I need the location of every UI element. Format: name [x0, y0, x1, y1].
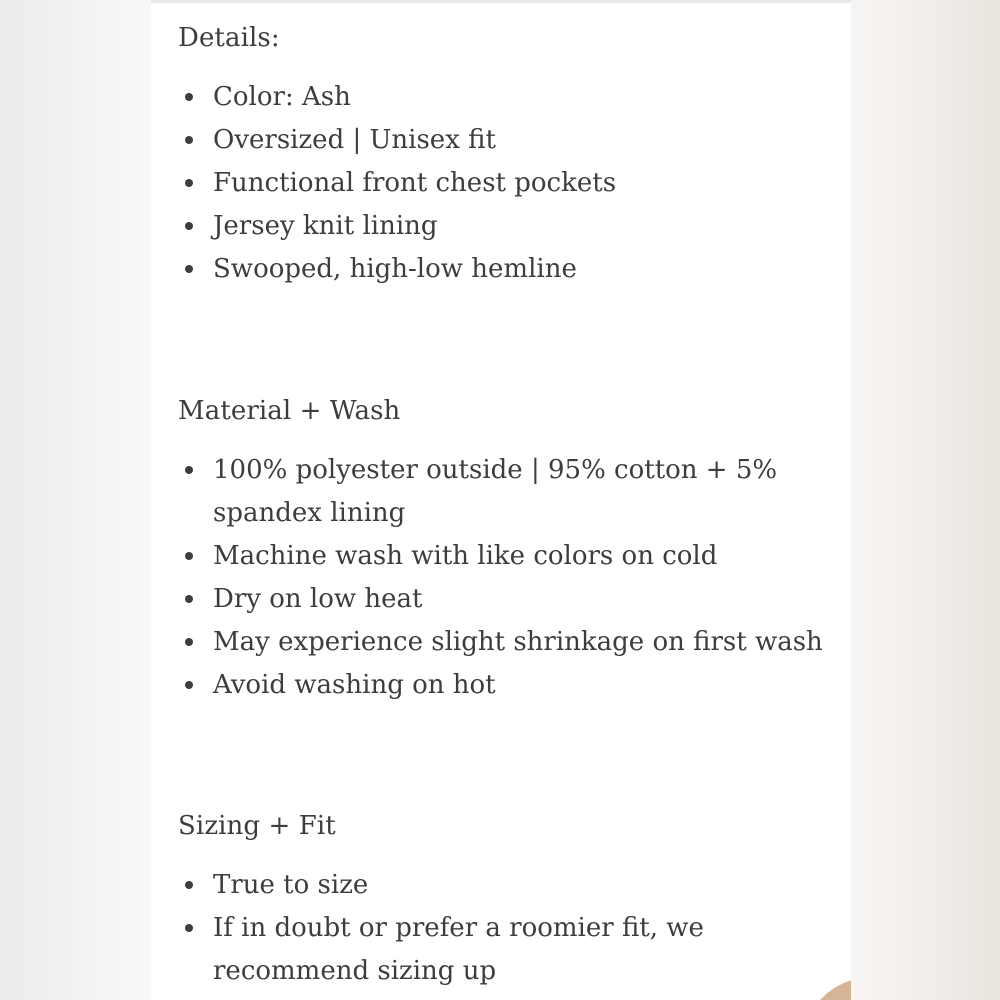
top-divider — [151, 0, 851, 3]
list-item: Functional front chest pockets — [213, 162, 823, 205]
sizing-fit-heading: Sizing + Fit — [178, 811, 336, 841]
list-item: May experience slight shrinkage on first wash — [213, 621, 823, 664]
sizing-fit-list — [213, 864, 823, 993]
product-description-panel — [151, 0, 851, 1000]
details-list — [213, 76, 823, 291]
material-wash-list — [213, 449, 823, 707]
material-wash-heading: Material + Wash — [178, 396, 401, 426]
list-item: 100% polyester outside | 95% cotton + 5% spandex lining — [213, 449, 823, 535]
left-backdrop — [0, 0, 151, 1000]
list-item: Color: Ash — [213, 76, 823, 119]
list-item: Swooped, high-low hemline — [213, 248, 823, 291]
list-item: Oversized | Unisex fit — [213, 119, 823, 162]
right-backdrop — [851, 0, 1000, 1000]
list-item: Avoid washing on hot — [213, 664, 823, 707]
list-item: Machine wash with like colors on cold — [213, 535, 823, 578]
list-item: True to size — [213, 864, 823, 907]
list-item: Jersey knit lining — [213, 205, 823, 248]
list-item: Dry on low heat — [213, 578, 823, 621]
list-item: If in doubt or prefer a roomier fit, we recommend sizing up — [213, 907, 823, 993]
details-heading: Details: — [178, 23, 280, 53]
